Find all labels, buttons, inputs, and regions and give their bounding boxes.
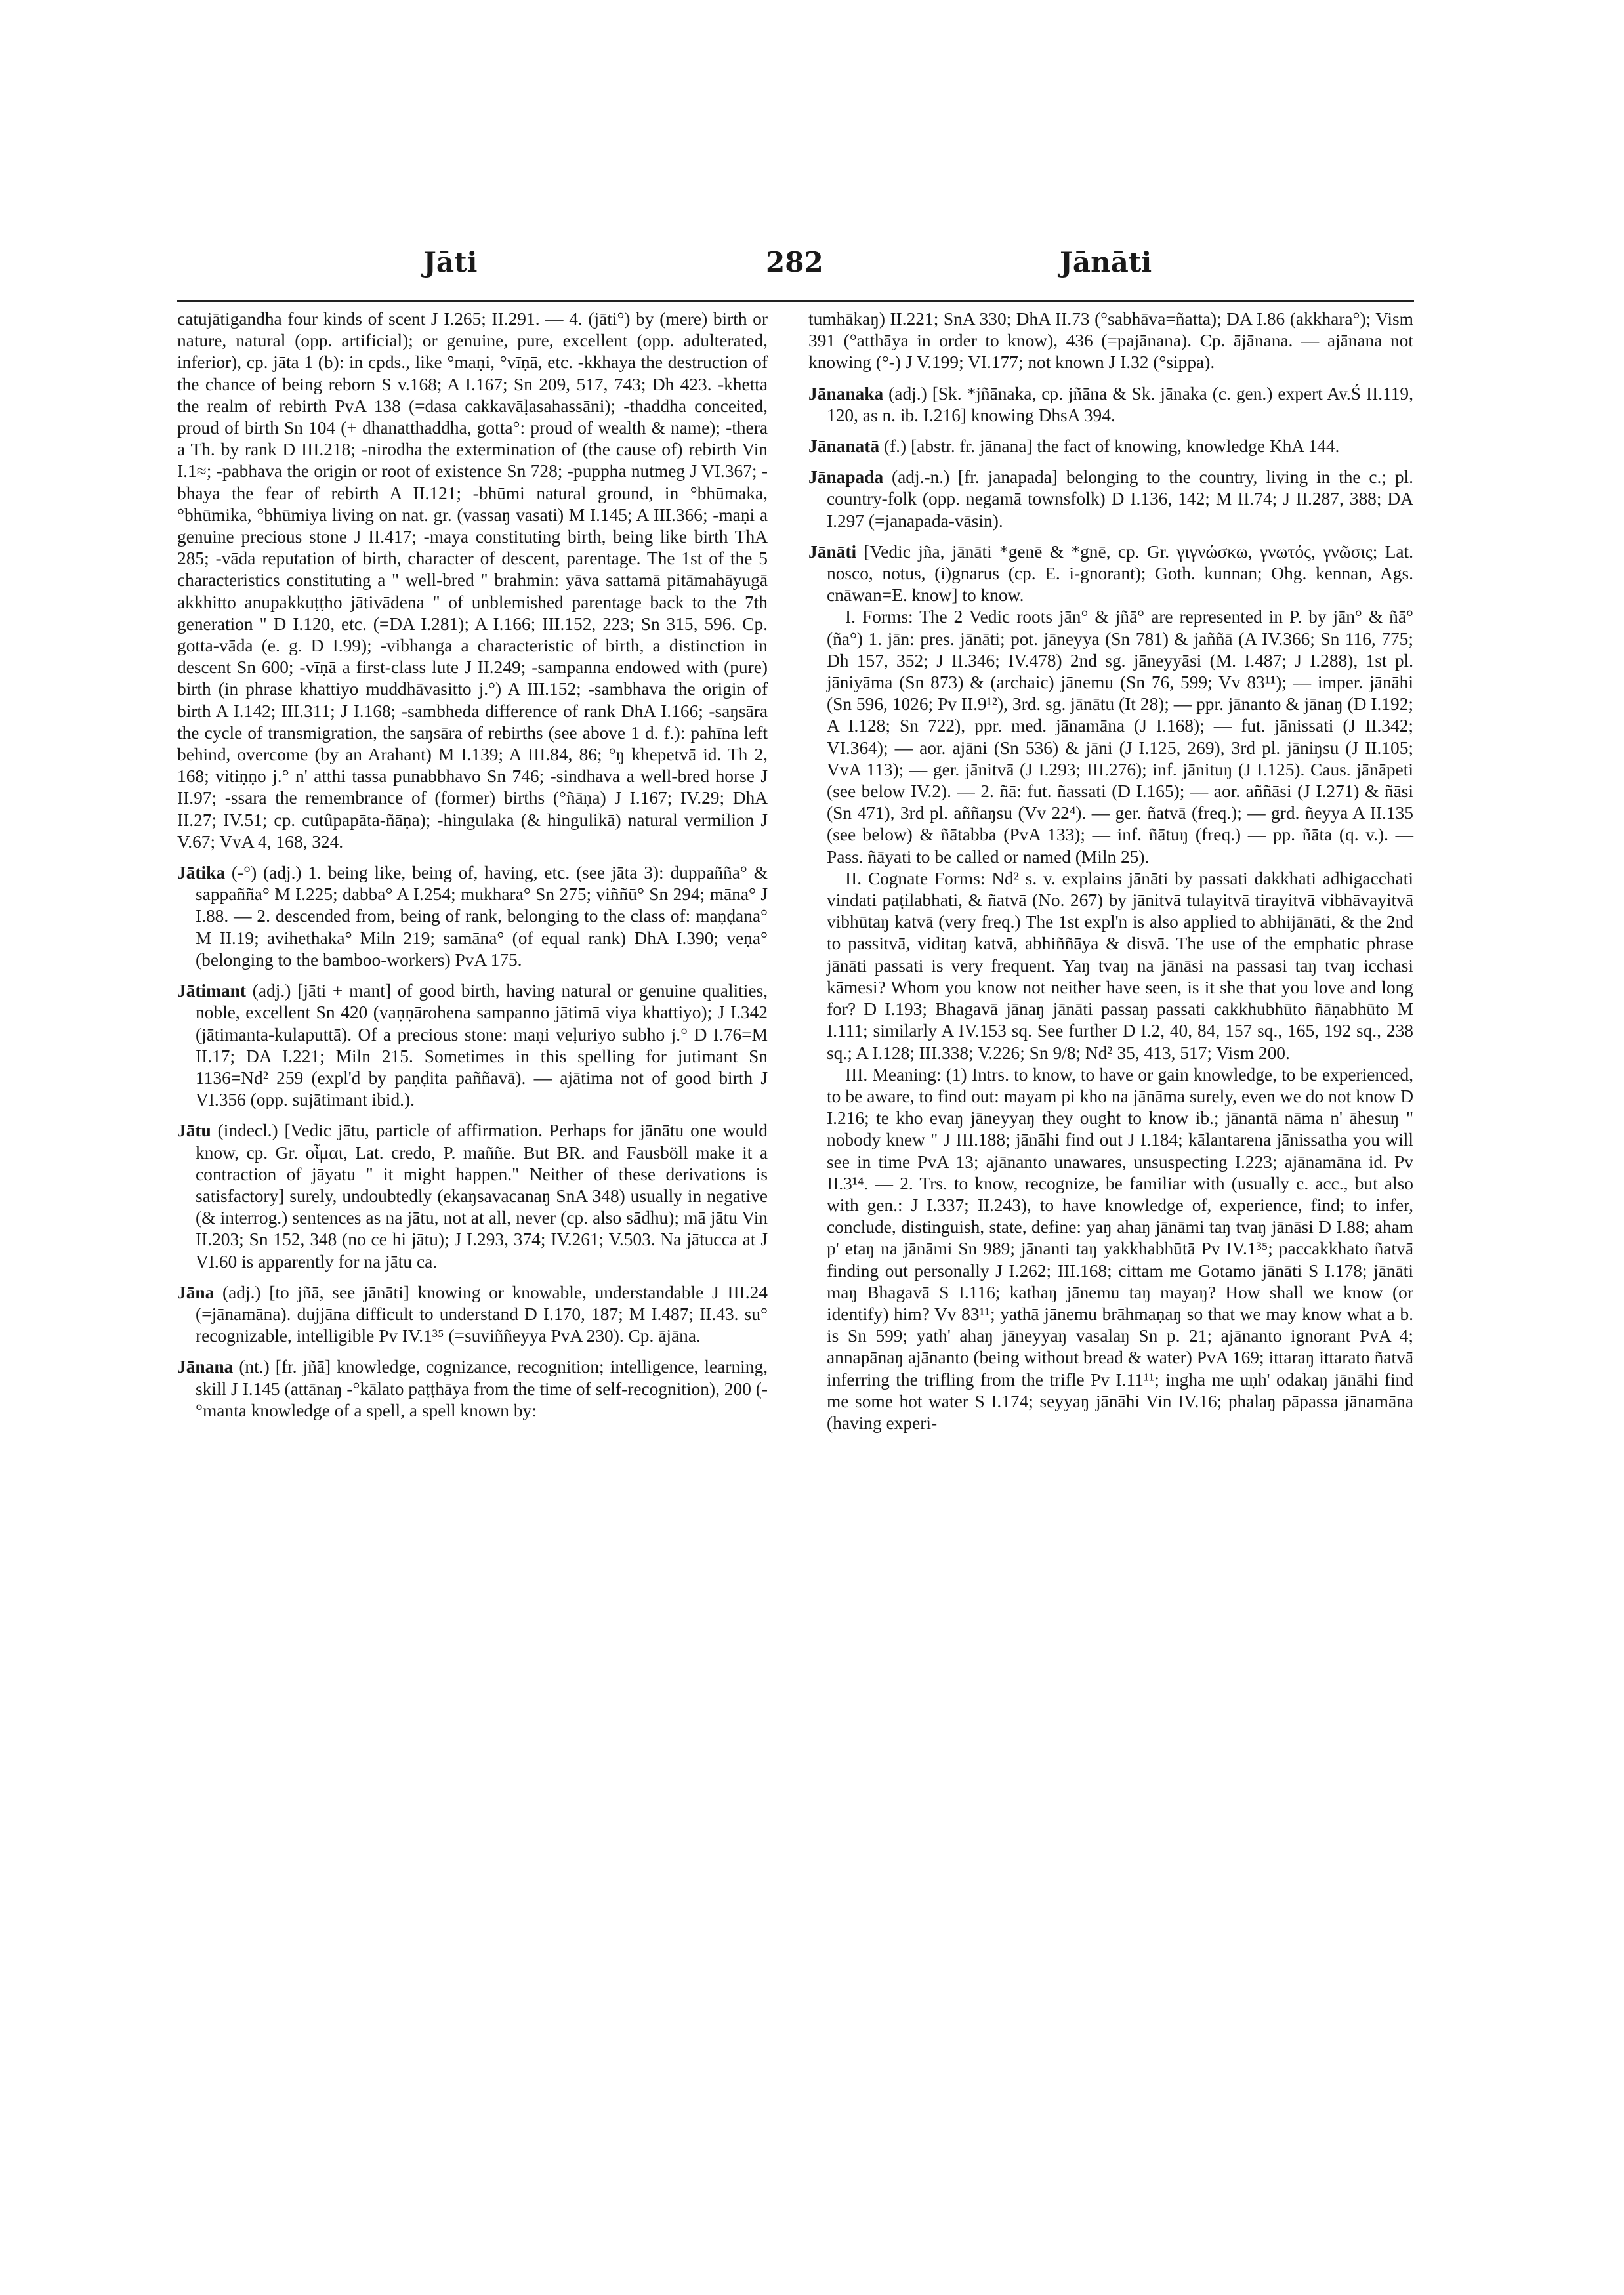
entry-headword: Jātu: [177, 1121, 211, 1141]
entry-continuation: [177, 308, 768, 853]
entry-text: (adj.) [jāti + mant] of good birth, having natural or genuine qualities, noble, excellent Sn 420 (vaṇṇārohena sampanno jātimā viya khattiyo); J I.342 (jātimanta-kulaputtā). Of a precious stone: maṇi veḷuriyo subho j.° D I.76=M II.17; DA I.221; Miln 215. Sometimes in this spelling for jutimant Sn 1136=Nd² 259 (expl'd by paṇḍita paññavā). — ajātima not of good birth J VI.356 (opp. sujātimant ibid.).: [196, 981, 768, 1110]
entry-janati: [808, 541, 1413, 1434]
entry-jatu: [177, 1120, 768, 1272]
entry-janana: [177, 1356, 768, 1422]
entry-paragraph-cognate-forms: II. Cognate Forms: Nd² s. v. explains jānāti by passati dakkhati adhigacchati vindati paṭilabhati, & ñatvā (No. 267) by jānitvā tulayitvā tirayitvā vibhāvayitvā vibhūtaŋ katvā (very freq.) The 1st expl'n is also applied to abhijānāti, & the 2nd to passitvā, viditaŋ katvā, abhiññāya & disvā. The use of the emphatic phrase jānāti passati is very frequent. Yaŋ tvaŋ na jānāsi na passasi taŋ tvaŋ icchasi kāmesi? Whom you know not neither have seen, is it she that you love and long for? D I.193; Bhagavā jānaŋ jānāti passaŋ passati cakkhubhūto ñāṇabhūto M I.111; similarly A IV.153 sq. See further D I.2, 40, 84, 157 sq., 165, 192 sq., 238 sq.; A I.128; III.338; V.226; Sn 9/8; Nd² 35, 413, 517; Vism 200.: [827, 868, 1413, 1063]
entry-text: (f.) [abstr. fr. jānana] the fact of knowing, knowledge KhA 144.: [883, 436, 1340, 457]
entry-jananaka: [808, 383, 1413, 426]
entry-headword: Jānāti: [808, 541, 857, 562]
running-header: [177, 246, 1414, 292]
entry-headword: Jāna: [177, 1282, 215, 1302]
entry-paragraph-forms: I. Forms: The 2 Vedic roots jān° & jñā° are represented in P. by jān° & ñā° (ña°) 1. jān: pres. jānāti; pot. jāneyya (Sn 781) & jaññā (A IV.366; Sn 116, 775; Dh 157, 352; J II.346; IV.478) 2nd sg. jāneyyāsi (M. I.487; J I.288), 1st pl. jāniyāma (Sn 873) & (archaic) jānemu (Sn 76, 599; Vv 83¹¹); — imper. jānāhi (Sn 596, 1026; Pv II.9¹²), 3rd. sg. jānātu (It 28); — ppr. jānanto & jānaŋ (D I.192; A I.128; Sn 722), ppr. med. jānamāna (J I.168); — fut. jānissati (J II.342; VI.364); — aor. ajāni (Sn 536) & jāni (J I.125, 269), 3rd pl. jāniŋsu (J II.105; VvA 113); — ger. jānitvā (J I.293; III.276); inf. jānituŋ (J I.125). Caus. jānāpeti (see below IV.2). — 2. ñā: fut. ñassati (D I.165); — aor. aññāsi (J I.271) & ñāsi (Sn 471), 3rd pl. aññaŋsu (Vv 22⁴). — ger. ñatvā (freq.); — grd. ñeyya A II.135 (see below) & ñātabba (PvA 133); — inf. ñātuŋ (freq.) — pp. ñāta (q. v.). — Pass. ñāyati to be called or named (Miln 25).: [827, 607, 1413, 867]
entry-text: catujātigandha four kinds of scent J I.265; II.291. — 4. (jāti°) by (mere) birth or nature, natural (opp. artificial); or genuine, pure, excellent (opp. adulterated, inferior), cp. jāta 1 (b): in cpds., like °maṇi, °vīṇā, etc. -kkhaya the destruction of the chance of being reborn S v.168; A I.167; Sn 209, 517, 743; Dh 423. -khetta the realm of rebirth PvA 138 (=dasa cakkavāḷasahassāni); -thaddha conceited, proud of birth Sn 104 (+ dhanatthaddha, gotta°: proud of wealth & name); -thera a Th. by rank D III.218; -nirodha the extermination of (the cause of) rebirth Vin I.1≈; -pabhava the origin or root of existence Sn 728; -puppha nutmeg J VI.367; -bhaya the fear of rebirth A II.121; -bhūmi natural ground, in °bhūmaka, °bhūmika, °bhūmiya living on nat. gr. (vassaŋ vasati) M I.145; A III.366; -maṇi a genuine precious stone J II.417; -maya constituting birth, being like birth ThA 285; -vāda reputation of birth, character of descent, parentage. The 1st of the 5 characteristics constituting a " well-bred " brahmin: yāva sattamā pitāmahāyugā akkhitto anupakkuṭṭho jātivādena " of unblemished parentage back to the 7th generation " D I.120, etc. (=DA I.281); A I.166; III.152, 223; Sn 315, 596. Cp. gotta-vāda (e. g. D I.99); -vibhanga a characteristic of birth, a distinction in descent Sn 600; -vīṇā a first-class lute J II.249; -sampanna endowed with (pure) birth (in phrase khattiyo muddhāvasitto j.°) A III.152; -sambhava the origin of birth A I.142; III.311; J I.168; -sambheda difference of rank DhA I.166; -saŋsāra the cycle of transmigration, the saŋsāra of rebirths (see above 1 d. f.): pahīna left behind, overcome (by an Arahant) M I.139; A III.84, 86; °ŋ khepetvā id. Th 2, 168; vitiṇṇo j.° n' atthi tassa punabbhavo Sn 746; -sindhava a well-bred horse J II.97; -ssara the remembrance of (former) births (°ñāṇa) J I.167; IV.29; DhA II.27; IV.51; cp. cutûpapāta-ñāṇa); -hingulaka (& hingulikā) natural vermilion J V.67; VvA 4, 168, 324.: [177, 309, 768, 852]
entry-continuation: [808, 308, 1413, 374]
header-left-headword: Jāti: [423, 246, 478, 278]
left-column: [177, 308, 768, 1431]
entry-headword: Jānana: [177, 1357, 234, 1377]
entry-jana: [177, 1282, 768, 1348]
entry-headword: Jānapada: [808, 467, 884, 487]
entry-headword: Jānanaka: [808, 383, 884, 403]
entry-jatika: [177, 862, 768, 971]
entry-headword: Jānanatā: [808, 436, 880, 457]
entry-text: (indecl.) [Vedic jātu, particle of affirmation. Perhaps for jānātu one would know, cp. Gr. οἶμαι, Lat. credo, P. maññe. But BR. and Fausböll make it a contraction of jāyatu " it might happen." Neither of these derivations is satisfactory] surely, undoubtedly (ekaŋsavacanaŋ SnA 348) usually in negative (& interrog.) sentences as na jātu, not at all, never (cp. also sādhu); mā jātu Vin II.203; Sn 152, 348 (no ce hi jātu); J I.293, 374; IV.261; V.503. Na jātucca at J VI.60 is apparently for na jātu ca.: [196, 1121, 768, 1272]
entry-text: (adj.-n.) [fr. janapada] belonging to the country, living in the c.; pl. country-folk (opp. negamā townsfolk) D I.136, 142; M II.74; J II.287, 388; DA I.297 (=janapada-vāsin).: [827, 467, 1413, 531]
entry-headword: Jātimant: [177, 981, 246, 1001]
entry-text: tumhākaŋ) II.221; SnA 330; DhA II.73 (°sabhāva=ñatta); DA I.86 (akkhara°); Vism 391 (°atthāya in order to know), 436 (=pajānana). Cp. ājānana. — ajānana not knowing (°-) J V.199; VI.177; not known J I.32 (°sippa).: [808, 309, 1413, 373]
entry-text: (nt.) [fr. jñā] knowledge, cognizance, recognition; intelligence, learning, skill J I.145 (attānaŋ -°kālato paṭṭhāya from the time of self-recognition), 200 (-°manta knowledge of a spell, a spell known by:: [196, 1357, 768, 1420]
entry-text: (adj.) [Sk. *jñānaka, cp. jñāna & Sk. jānaka (c. gen.) expert Av.Ś II.119, 120, as n. ib. I.216] knowing DhsA 394.: [827, 383, 1413, 425]
entry-text: (adj.) [to jñā, see jānāti] knowing or knowable, understandable J III.24 (=jānamāna). dujjāna difficult to understand D I.170, 187; M I.487; II.43. su° recognizable, intelligible Pv IV.1³⁵ (=suviññeyya PvA 230). Cp. ājāna.: [196, 1282, 768, 1346]
entry-text: [Vedic jña, jānāti *genē & *gnē, cp. Gr. γιγνώσκω, γνωτός, γνῶσις; Lat. nosco, notus, (i)gnarus (cp. E. i-gnorant); Goth. kunnan; Ohg. kennan, Ags. cnāwan=E. know] to know.: [827, 541, 1413, 606]
entry-paragraph-meaning: III. Meaning: (1) Intrs. to know, to have or gain knowledge, to be experienced, to be aware, to find out: mayam pi kho na jānāma surely, even we do not know D I.216; te kho evaŋ jāneyyaŋ they ought to know ib.; jānantā nāma n' āhesuŋ " nobody knew " J III.188; jānāhi find out J I.184; kālantarena jānissatha you will see in time PvA 13; ajānanto unawares, unsuspecting I.223; ajānamāna id. Pv II.3¹⁴. — 2. Trs. to know, recognize, be familiar with (usually c. acc., but also with gen.: J I.337; II.243), to have knowledge of, experience, find; to infer, conclude, distinguish, state, define: yaŋ ahaŋ jānāmi taŋ tvaŋ jānāsi D I.88; aham p' etaŋ na jānāmi Sn 989; jānanti taŋ yakkhabhūtā Pv IV.1³⁵; paccakkhato ñatvā finding out personally J I.262; III.168; cittam me Gotamo jānāti S I.178; jānāti maŋ Bhagavā S I.116; kathaŋ jānemu taŋ mayaŋ? How shall we know (or identify) him? Vv 83¹¹; yathā jānemu brāhmaṇaŋ so that we may know what a b. is Sn 599; yath' ahaŋ jāneyyaŋ vasalaŋ Sn p. 21; ajānanto ignorant PvA 4; annapānaŋ ajānanto (being without bread & water) PvA 169; ittaraŋ ittarato ñatvā inferring the trifling from the trifle Pv I.11¹¹; ingha me uṇh' odakaŋ jānāhi find me some hot water S I.174; seyyaŋ jānāhi Vin IV.16; phalaŋ pāpassa jānamāna (having experi-: [827, 1064, 1413, 1433]
right-column: [808, 308, 1413, 1443]
entry-janapada: [808, 466, 1413, 532]
entry-text: (-°) (adj.) 1. being like, being of, having, etc. (see jāta 3): duppañña° & sappañña° M I.225; dabba° A I.254; mukhara° Sn 275; viññū° Sn 294; māna° J I.88. — 2. descended from, being of rank, belonging to the class of: maṇḍana° M II.19; avihethaka° Miln 219; samāna° (of equal rank) DhA I.390; veṇa° (belonging to the bamboo-workers) PvA 175.: [196, 863, 768, 970]
header-rule: [177, 300, 1414, 302]
page-number: 282: [766, 246, 823, 278]
entry-jatimant: [177, 980, 768, 1111]
header-right-headword: Jānāti: [1060, 246, 1152, 278]
entry-jananata: [808, 436, 1413, 457]
entry-headword: Jātika: [177, 863, 226, 883]
